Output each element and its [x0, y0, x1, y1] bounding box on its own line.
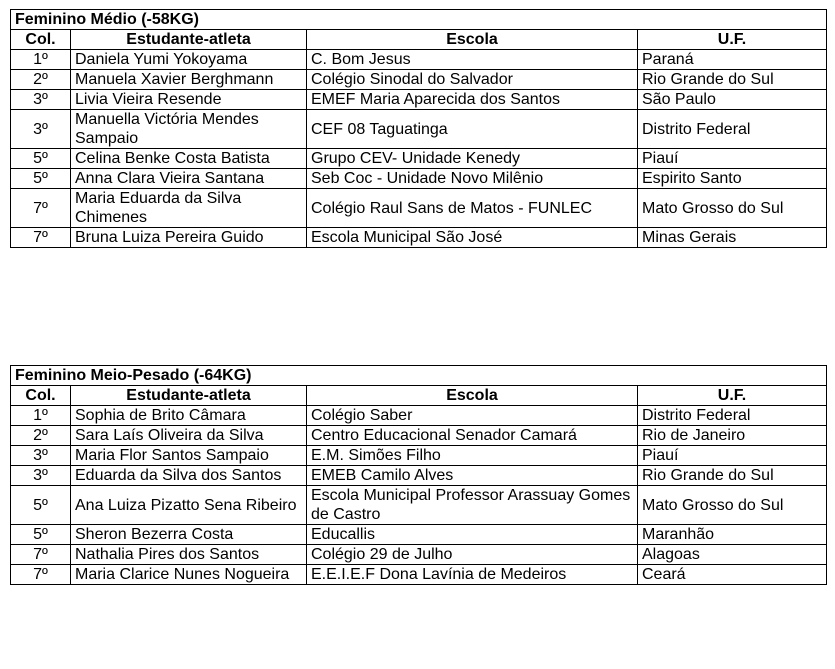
table-row	[11, 228, 827, 248]
school-cell: EMEB Camilo Alves	[307, 466, 638, 486]
placement-cell: 3º	[11, 466, 71, 486]
school-cell: C. Bom Jesus	[307, 50, 638, 70]
state-cell: Alagoas	[638, 545, 827, 565]
column-header-state: U.F.	[638, 30, 827, 50]
column-header-school: Escola	[307, 30, 638, 50]
table-row	[11, 50, 827, 70]
athlete-cell: Maria Clarice Nunes Nogueira	[71, 565, 307, 585]
table-row	[11, 406, 827, 426]
school-cell: Centro Educacional Senador Camará	[307, 426, 638, 446]
school-cell: E.E.I.E.F Dona Lavínia de Medeiros	[307, 565, 638, 585]
placement-cell: 3º	[11, 90, 71, 110]
placement-cell: 3º	[11, 110, 71, 149]
athlete-cell: Bruna Luiza Pereira Guido	[71, 228, 307, 248]
column-header-col: Col.	[11, 30, 71, 50]
athlete-cell: Sara Laís Oliveira da Silva	[71, 426, 307, 446]
school-cell: Seb Coc - Unidade Novo Milênio	[307, 169, 638, 189]
athlete-cell: Sophia de Brito Câmara	[71, 406, 307, 426]
state-cell: Ceará	[638, 565, 827, 585]
table-header-row	[11, 386, 827, 406]
table-row	[11, 565, 827, 585]
table-row	[11, 446, 827, 466]
school-cell: Colégio Saber	[307, 406, 638, 426]
placement-cell: 1º	[11, 50, 71, 70]
placement-cell: 5º	[11, 169, 71, 189]
placement-cell: 7º	[11, 545, 71, 565]
athlete-cell: Manuela Xavier Berghmann	[71, 70, 307, 90]
state-cell: Piauí	[638, 446, 827, 466]
athlete-cell: Maria Flor Santos Sampaio	[71, 446, 307, 466]
athlete-cell: Maria Eduarda da Silva Chimenes	[71, 189, 307, 228]
athlete-cell: Nathalia Pires dos Santos	[71, 545, 307, 565]
state-cell: São Paulo	[638, 90, 827, 110]
table-title: Feminino Médio (-58KG)	[11, 10, 827, 30]
school-cell: Colégio Sinodal do Salvador	[307, 70, 638, 90]
state-cell: Distrito Federal	[638, 406, 827, 426]
school-cell: Escola Municipal Professor Arassuay Gomes de Castro	[307, 486, 638, 525]
school-cell: CEF 08 Taguatinga	[307, 110, 638, 149]
column-header-athlete: Estudante-atleta	[71, 386, 307, 406]
placement-cell: 3º	[11, 446, 71, 466]
table-row	[11, 149, 827, 169]
results-table-64kg	[10, 365, 827, 585]
placement-cell: 5º	[11, 486, 71, 525]
table-row	[11, 426, 827, 446]
table-row	[11, 525, 827, 545]
column-header-athlete: Estudante-atleta	[71, 30, 307, 50]
placement-cell: 7º	[11, 565, 71, 585]
state-cell: Minas Gerais	[638, 228, 827, 248]
table-row	[11, 110, 827, 149]
table-row	[11, 545, 827, 565]
state-cell: Rio de Janeiro	[638, 426, 827, 446]
state-cell: Espirito Santo	[638, 169, 827, 189]
athlete-cell: Sheron Bezerra Costa	[71, 525, 307, 545]
athlete-cell: Anna Clara Vieira Santana	[71, 169, 307, 189]
column-header-school: Escola	[307, 386, 638, 406]
placement-cell: 2º	[11, 426, 71, 446]
school-cell: Grupo CEV- Unidade Kenedy	[307, 149, 638, 169]
table-title-row	[11, 10, 827, 30]
athlete-cell: Livia Vieira Resende	[71, 90, 307, 110]
placement-cell: 2º	[11, 70, 71, 90]
table-row	[11, 169, 827, 189]
athlete-cell: Celina Benke Costa Batista	[71, 149, 307, 169]
state-cell: Mato Grosso do Sul	[638, 486, 827, 525]
athlete-cell: Ana Luiza Pizatto Sena Ribeiro	[71, 486, 307, 525]
table-title-row	[11, 366, 827, 386]
athlete-cell: Daniela Yumi Yokoyama	[71, 50, 307, 70]
placement-cell: 7º	[11, 189, 71, 228]
column-header-col: Col.	[11, 386, 71, 406]
table-title: Feminino Meio-Pesado (-64KG)	[11, 366, 827, 386]
school-cell: Educallis	[307, 525, 638, 545]
placement-cell: 5º	[11, 525, 71, 545]
state-cell: Rio Grande do Sul	[638, 70, 827, 90]
column-header-state: U.F.	[638, 386, 827, 406]
placement-cell: 7º	[11, 228, 71, 248]
table-header-row	[11, 30, 827, 50]
school-cell: EMEF Maria Aparecida dos Santos	[307, 90, 638, 110]
table-row	[11, 70, 827, 90]
table-row	[11, 90, 827, 110]
school-cell: Escola Municipal São José	[307, 228, 638, 248]
athlete-cell: Eduarda da Silva dos Santos	[71, 466, 307, 486]
state-cell: Piauí	[638, 149, 827, 169]
placement-cell: 5º	[11, 149, 71, 169]
state-cell: Distrito Federal	[638, 110, 827, 149]
school-cell: Colégio Raul Sans de Matos - FUNLEC	[307, 189, 638, 228]
state-cell: Rio Grande do Sul	[638, 466, 827, 486]
state-cell: Mato Grosso do Sul	[638, 189, 827, 228]
athlete-cell: Manuella Victória Mendes Sampaio	[71, 110, 307, 149]
state-cell: Maranhão	[638, 525, 827, 545]
table-row	[11, 466, 827, 486]
table-row	[11, 189, 827, 228]
results-table-58kg	[10, 9, 827, 248]
school-cell: Colégio 29 de Julho	[307, 545, 638, 565]
state-cell: Paraná	[638, 50, 827, 70]
placement-cell: 1º	[11, 406, 71, 426]
school-cell: E.M. Simões Filho	[307, 446, 638, 466]
table-row	[11, 486, 827, 525]
